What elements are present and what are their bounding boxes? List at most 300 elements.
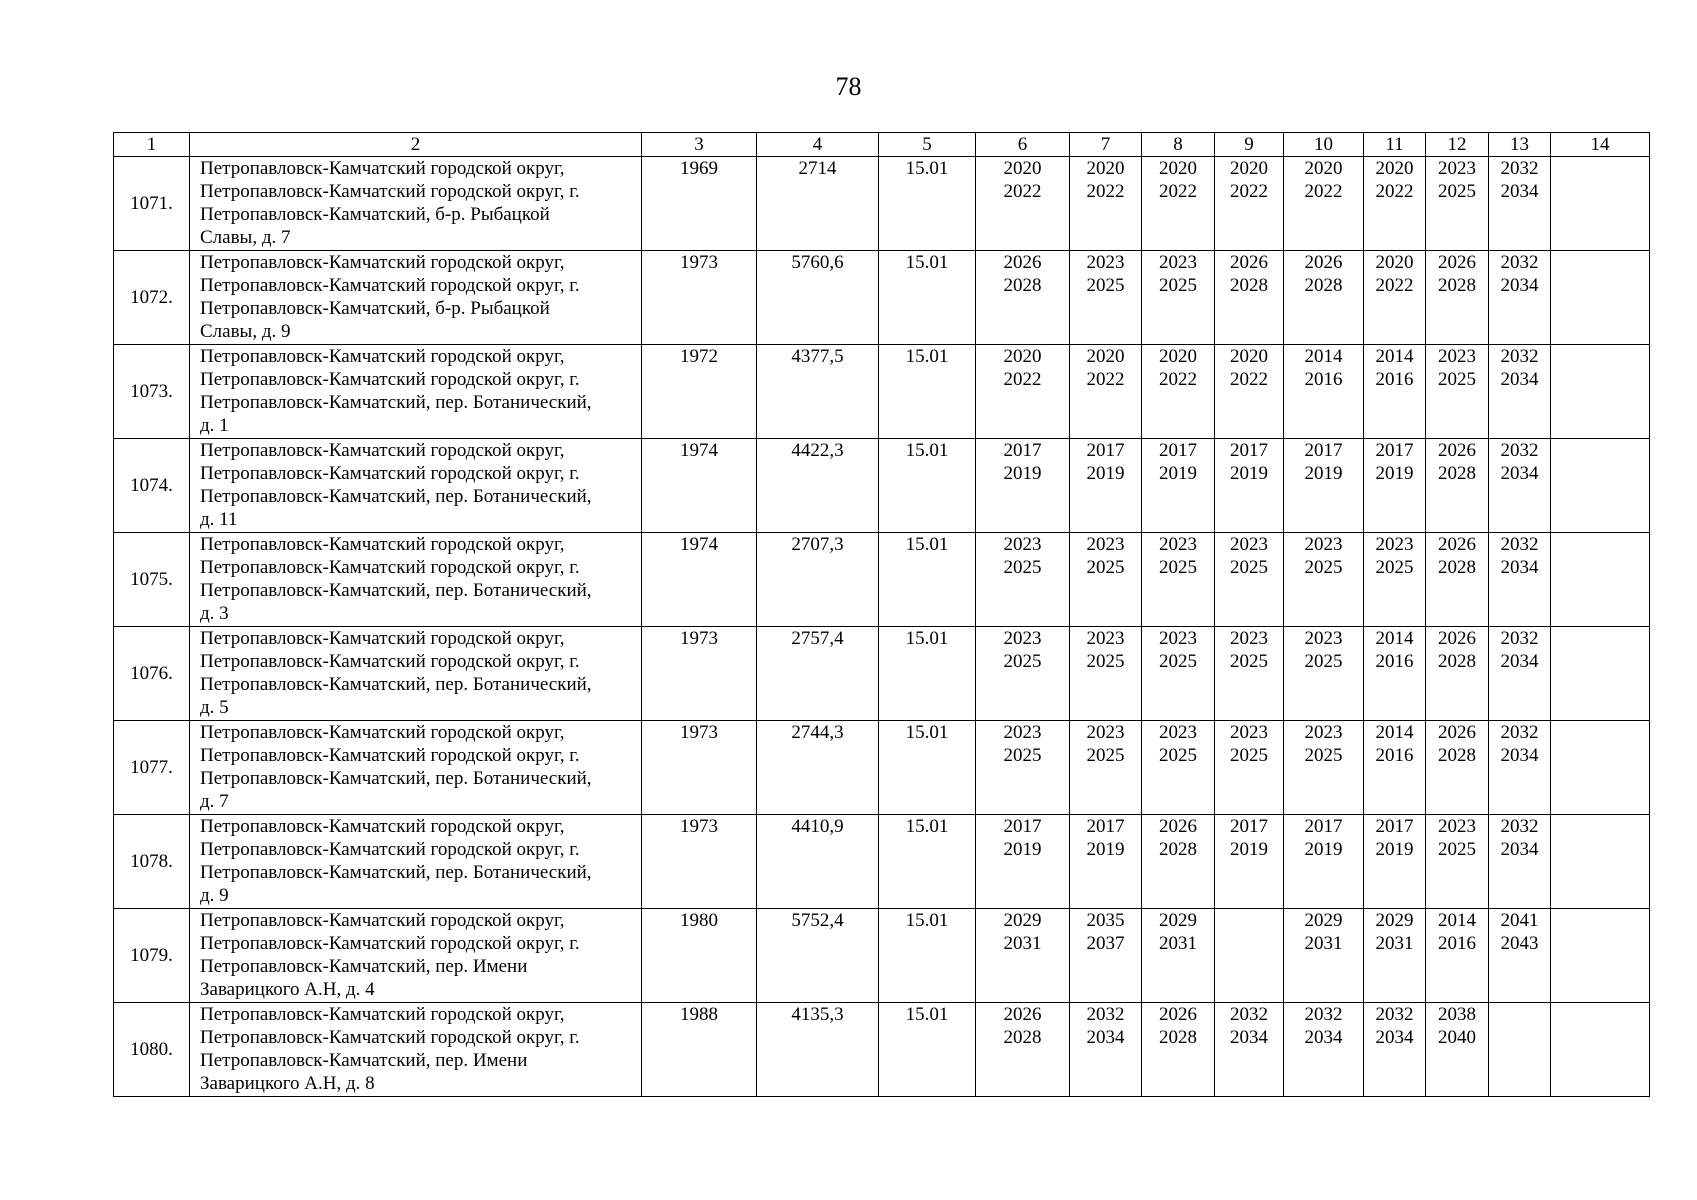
period-end: 2028 — [1438, 463, 1476, 484]
period-start: 2029 — [1159, 910, 1197, 931]
address-line: Петропавловск-Камчатский, пер. Имени — [200, 1050, 528, 1071]
address-line: Петропавловск-Камчатский городской округ, г. — [200, 463, 580, 484]
period-start — [1551, 345, 1649, 368]
address-line: Петропавловск-Камчатский городской округ, — [200, 910, 565, 931]
period-cell — [1142, 721, 1215, 815]
address-line: Петропавловск-Камчатский, пер. Ботанический, — [200, 674, 592, 695]
code-cell: 15.01 — [879, 815, 976, 909]
period-end: 2028 — [1438, 651, 1476, 672]
period-cell — [1489, 721, 1551, 815]
period-end: 2037 — [1086, 933, 1125, 954]
period-start — [1551, 533, 1649, 556]
address-cell — [190, 345, 642, 439]
period-end: 2025 — [1086, 275, 1125, 296]
period-cell — [1551, 533, 1650, 627]
period-end: 2019 — [1304, 463, 1343, 484]
row-number: 1072. — [114, 251, 190, 345]
period-cell — [1215, 345, 1284, 439]
period-start: 2023 — [1438, 158, 1476, 179]
address-line: Петропавловск-Камчатский городской округ, г. — [200, 557, 580, 578]
period-start: 2026 — [1304, 252, 1343, 273]
year-built-cell: 1974 — [642, 533, 757, 627]
header-cell-2: 2 — [190, 133, 642, 157]
period-end: 2028 — [1159, 839, 1197, 860]
period-end: 2016 — [1304, 369, 1343, 390]
period-end: 2022 — [1230, 181, 1268, 202]
address-cell — [190, 251, 642, 345]
code-cell: 15.01 — [879, 157, 976, 251]
period-end: 2016 — [1375, 651, 1414, 672]
row-number: 1071. — [114, 157, 190, 251]
address-line: Петропавловск-Камчатский, пер. Ботанический, — [200, 862, 592, 883]
area-cell: 5760,6 — [757, 251, 879, 345]
code-cell: 15.01 — [879, 721, 976, 815]
period-start: 2023 — [1086, 534, 1125, 555]
year-built-cell: 1969 — [642, 157, 757, 251]
period-cell — [1551, 627, 1650, 721]
period-start: 2026 — [1003, 252, 1042, 273]
period-end: 2028 — [1003, 1027, 1042, 1048]
period-end: 2019 — [1230, 839, 1268, 860]
address-line: Петропавловск-Камчатский городской округ, г. — [200, 839, 580, 860]
period-cell — [1489, 251, 1551, 345]
period-start: 2032 — [1500, 534, 1539, 555]
period-start: 2020 — [1230, 158, 1268, 179]
period-start: 2026 — [1438, 628, 1476, 649]
period-cell — [1142, 909, 1215, 1003]
period-cell — [1284, 627, 1364, 721]
period-end: 2025 — [1086, 651, 1125, 672]
header-cell-14: 14 — [1551, 133, 1650, 157]
period-end: 2025 — [1230, 745, 1268, 766]
period-cell — [1215, 1003, 1284, 1097]
period-start: 2032 — [1086, 1004, 1125, 1025]
period-cell — [1364, 157, 1426, 251]
period-cell — [1070, 157, 1142, 251]
address-cell — [190, 815, 642, 909]
period-start: 2017 — [1304, 440, 1343, 461]
period-start: 2029 — [1375, 910, 1414, 931]
period-cell — [1551, 439, 1650, 533]
period-start: 2026 — [1159, 1004, 1197, 1025]
period-cell — [976, 439, 1070, 533]
period-start: 2023 — [1003, 722, 1042, 743]
header-cell-8: 8 — [1142, 133, 1215, 157]
period-cell — [1070, 909, 1142, 1003]
period-cell — [1426, 157, 1489, 251]
period-end: 2022 — [1003, 181, 1042, 202]
period-start — [1551, 439, 1649, 462]
period-cell — [1426, 1003, 1489, 1097]
period-cell — [1284, 157, 1364, 251]
period-end: 2022 — [1375, 275, 1414, 296]
address-line: Славы, д. 7 — [200, 227, 291, 248]
period-cell — [1215, 815, 1284, 909]
period-cell — [1215, 721, 1284, 815]
period-start: 2032 — [1304, 1004, 1343, 1025]
address-cell — [190, 721, 642, 815]
period-end: 2040 — [1438, 1027, 1476, 1048]
period-start: 2026 — [1159, 816, 1197, 837]
period-cell — [976, 251, 1070, 345]
period-cell — [1284, 439, 1364, 533]
row-number: 1075. — [114, 533, 190, 627]
period-start: 2023 — [1304, 628, 1343, 649]
period-start: 2017 — [1375, 816, 1414, 837]
table-row — [114, 533, 1650, 627]
row-number: 1080. — [114, 1003, 190, 1097]
period-cell — [1070, 627, 1142, 721]
header-cell-13: 13 — [1489, 133, 1551, 157]
address-line: д. 11 — [200, 509, 238, 530]
period-end: 2022 — [1375, 181, 1414, 202]
table-row — [114, 815, 1650, 909]
register-table-body — [114, 133, 1650, 1097]
period-end: 2019 — [1086, 463, 1125, 484]
area-cell: 4135,3 — [757, 1003, 879, 1097]
period-start: 2032 — [1500, 440, 1539, 461]
address-cell — [190, 909, 642, 1003]
address-line: Петропавловск-Камчатский городской округ, — [200, 816, 565, 837]
period-cell — [1215, 251, 1284, 345]
address-line: Петропавловск-Камчатский, пер. Ботанический, — [200, 486, 592, 507]
period-end: 2019 — [1159, 463, 1197, 484]
address-cell — [190, 157, 642, 251]
address-cell — [190, 627, 642, 721]
period-end: 2028 — [1159, 1027, 1197, 1048]
row-number: 1079. — [114, 909, 190, 1003]
period-cell — [1551, 721, 1650, 815]
code-cell: 15.01 — [879, 251, 976, 345]
period-cell — [1070, 439, 1142, 533]
code-cell: 15.01 — [879, 627, 976, 721]
period-start: 2017 — [1003, 816, 1042, 837]
address-line: Петропавловск-Камчатский, б-р. Рыбацкой — [200, 204, 550, 225]
period-start: 2023 — [1438, 346, 1476, 367]
code-cell: 15.01 — [879, 909, 976, 1003]
period-cell — [1142, 157, 1215, 251]
period-end: 2022 — [1003, 369, 1042, 390]
address-line: Петропавловск-Камчатский городской округ, — [200, 534, 565, 555]
period-end: 2022 — [1159, 369, 1197, 390]
period-end: 2034 — [1500, 651, 1539, 672]
area-cell: 4422,3 — [757, 439, 879, 533]
period-cell — [1070, 721, 1142, 815]
period-end: 2025 — [1159, 651, 1197, 672]
address-cell — [190, 533, 642, 627]
period-end: 2034 — [1500, 369, 1539, 390]
period-cell — [976, 157, 1070, 251]
period-end: 2043 — [1500, 933, 1539, 954]
address-line: д. 5 — [200, 697, 229, 718]
period-end: 2025 — [1304, 745, 1343, 766]
period-end: 2025 — [1086, 745, 1125, 766]
area-cell: 4410,9 — [757, 815, 879, 909]
address-line: Петропавловск-Камчатский городской округ, г. — [200, 933, 580, 954]
period-end: 2025 — [1375, 557, 1414, 578]
period-cell — [1489, 439, 1551, 533]
address-line: Петропавловск-Камчатский городской округ, — [200, 158, 565, 179]
period-start: 2017 — [1003, 440, 1042, 461]
period-start: 2017 — [1086, 440, 1125, 461]
period-cell — [1364, 721, 1426, 815]
period-start: 2032 — [1375, 1004, 1414, 1025]
period-cell — [1489, 345, 1551, 439]
period-cell — [1142, 251, 1215, 345]
period-end: 2034 — [1375, 1027, 1414, 1048]
period-end: 2022 — [1086, 369, 1125, 390]
period-start: 2023 — [1086, 628, 1125, 649]
period-cell — [1142, 1003, 1215, 1097]
period-end: 2022 — [1230, 369, 1268, 390]
period-start — [1215, 909, 1283, 932]
period-end — [1551, 838, 1649, 861]
period-start: 2023 — [1375, 534, 1414, 555]
period-start: 2026 — [1438, 722, 1476, 743]
period-start — [1551, 909, 1649, 932]
row-number: 1074. — [114, 439, 190, 533]
period-cell — [1070, 533, 1142, 627]
period-cell — [1364, 439, 1426, 533]
header-cell-10: 10 — [1284, 133, 1364, 157]
period-cell — [1364, 627, 1426, 721]
header-cell-6: 6 — [976, 133, 1070, 157]
period-start: 2023 — [1230, 722, 1268, 743]
period-end: 2025 — [1003, 745, 1042, 766]
period-end: 2028 — [1438, 275, 1476, 296]
period-end: 2025 — [1304, 651, 1343, 672]
period-start — [1551, 157, 1649, 180]
year-built-cell: 1973 — [642, 251, 757, 345]
period-cell — [1142, 439, 1215, 533]
row-number: 1076. — [114, 627, 190, 721]
address-cell — [190, 1003, 642, 1097]
period-start: 2032 — [1500, 816, 1539, 837]
period-end: 2025 — [1438, 181, 1476, 202]
period-cell — [1489, 157, 1551, 251]
period-cell — [1489, 533, 1551, 627]
year-built-cell: 1988 — [642, 1003, 757, 1097]
period-start — [1551, 815, 1649, 838]
header-cell-5: 5 — [879, 133, 976, 157]
page-number: 78 — [835, 72, 862, 101]
period-end: 2034 — [1500, 463, 1539, 484]
period-end — [1551, 744, 1649, 767]
period-cell — [1551, 251, 1650, 345]
period-cell — [1489, 815, 1551, 909]
table-row — [114, 345, 1650, 439]
period-end: 2031 — [1159, 933, 1197, 954]
address-line: Петропавловск-Камчатский городской округ, — [200, 628, 565, 649]
period-end: 2028 — [1003, 275, 1042, 296]
period-end: 2034 — [1086, 1027, 1125, 1048]
header-cell-3: 3 — [642, 133, 757, 157]
period-cell — [1215, 157, 1284, 251]
period-end — [1551, 274, 1649, 297]
period-end: 2025 — [1159, 275, 1197, 296]
period-cell — [1426, 439, 1489, 533]
period-cell — [976, 1003, 1070, 1097]
period-end: 2034 — [1230, 1027, 1268, 1048]
period-start: 2020 — [1159, 158, 1197, 179]
period-cell — [1364, 251, 1426, 345]
register-table — [113, 132, 1650, 1097]
period-cell — [1142, 533, 1215, 627]
period-cell — [1070, 1003, 1142, 1097]
header-cell-4: 4 — [757, 133, 879, 157]
period-start: 2032 — [1500, 252, 1539, 273]
period-cell — [976, 345, 1070, 439]
table-row — [114, 721, 1650, 815]
period-cell — [1426, 251, 1489, 345]
period-cell — [1489, 1003, 1551, 1097]
period-start: 2023 — [1086, 722, 1125, 743]
period-end: 2016 — [1375, 369, 1414, 390]
period-end: 2028 — [1304, 275, 1343, 296]
address-line: Заварицкого А.Н, д. 4 — [200, 979, 375, 1000]
period-end: 2019 — [1304, 839, 1343, 860]
period-start: 2023 — [1230, 534, 1268, 555]
table-row — [114, 157, 1650, 251]
period-start: 2029 — [1003, 910, 1042, 931]
period-end: 2022 — [1086, 181, 1125, 202]
address-line: Петропавловск-Камчатский, пер. Ботанический, — [200, 768, 592, 789]
address-line: д. 7 — [200, 791, 229, 812]
address-line: д. 3 — [200, 603, 229, 624]
period-start: 2020 — [1086, 158, 1125, 179]
period-end — [1551, 1026, 1649, 1049]
row-number: 1073. — [114, 345, 190, 439]
period-end — [1551, 650, 1649, 673]
period-end: 2025 — [1086, 557, 1125, 578]
area-cell: 2714 — [757, 157, 879, 251]
period-start: 2035 — [1086, 910, 1125, 931]
period-start: 2020 — [1159, 346, 1197, 367]
period-end: 2031 — [1304, 933, 1343, 954]
period-cell — [1215, 627, 1284, 721]
period-start: 2026 — [1230, 252, 1268, 273]
period-start: 2023 — [1159, 628, 1197, 649]
period-end: 2025 — [1159, 745, 1197, 766]
period-cell — [1364, 815, 1426, 909]
period-cell — [1426, 533, 1489, 627]
address-line: Петропавловск-Камчатский городской округ, г. — [200, 181, 580, 202]
code-cell: 15.01 — [879, 1003, 976, 1097]
period-end: 2022 — [1159, 181, 1197, 202]
address-line: Петропавловск-Камчатский, пер. Ботанический, — [200, 392, 592, 413]
period-start: 2020 — [1375, 252, 1414, 273]
table-row — [114, 909, 1650, 1003]
period-end — [1551, 932, 1649, 955]
year-built-cell: 1973 — [642, 721, 757, 815]
table-row — [114, 627, 1650, 721]
address-line: Петропавловск-Камчатский городской округ, — [200, 440, 565, 461]
address-line: Петропавловск-Камчатский городской округ, г. — [200, 369, 580, 390]
code-cell: 15.01 — [879, 533, 976, 627]
period-cell — [1070, 815, 1142, 909]
period-start: 2023 — [1304, 534, 1343, 555]
period-start: 2023 — [1159, 722, 1197, 743]
period-cell — [1426, 909, 1489, 1003]
period-start: 2023 — [1003, 628, 1042, 649]
area-cell: 4377,5 — [757, 345, 879, 439]
table-row — [114, 439, 1650, 533]
period-end — [1551, 180, 1649, 203]
period-end — [1551, 462, 1649, 485]
period-start: 2032 — [1500, 722, 1539, 743]
row-number: 1078. — [114, 815, 190, 909]
address-line: Петропавловск-Камчатский городской округ, г. — [200, 745, 580, 766]
address-line: Петропавловск-Камчатский городской округ, — [200, 346, 565, 367]
period-start: 2032 — [1500, 158, 1539, 179]
period-start: 2017 — [1230, 440, 1268, 461]
period-start: 2020 — [1230, 346, 1268, 367]
period-start: 2020 — [1375, 158, 1414, 179]
period-end: 2025 — [1438, 369, 1476, 390]
period-cell — [1364, 345, 1426, 439]
address-line: Петропавловск-Камчатский городской округ, — [200, 252, 565, 273]
area-cell: 2744,3 — [757, 721, 879, 815]
period-cell — [1070, 251, 1142, 345]
period-start: 2041 — [1500, 910, 1539, 931]
period-cell — [1551, 1003, 1650, 1097]
period-cell — [1426, 815, 1489, 909]
period-start — [1489, 1003, 1550, 1026]
period-start: 2026 — [1438, 440, 1476, 461]
period-start: 2038 — [1438, 1004, 1476, 1025]
period-start: 2014 — [1375, 628, 1414, 649]
year-built-cell: 1973 — [642, 815, 757, 909]
period-end: 2016 — [1438, 933, 1476, 954]
period-end: 2034 — [1500, 275, 1539, 296]
period-cell — [1364, 1003, 1426, 1097]
period-end: 2025 — [1230, 651, 1268, 672]
period-end — [1551, 556, 1649, 579]
period-end: 2025 — [1159, 557, 1197, 578]
period-cell — [1551, 345, 1650, 439]
address-cell — [190, 439, 642, 533]
period-cell — [1551, 157, 1650, 251]
period-cell — [976, 909, 1070, 1003]
period-start: 2026 — [1438, 534, 1476, 555]
period-start: 2014 — [1375, 722, 1414, 743]
address-line: Петропавловск-Камчатский городской округ, — [200, 722, 565, 743]
table-row — [114, 251, 1650, 345]
period-end: 2025 — [1230, 557, 1268, 578]
period-start — [1551, 251, 1649, 274]
period-cell — [1426, 721, 1489, 815]
period-cell — [1284, 1003, 1364, 1097]
address-line: Славы, д. 9 — [200, 321, 291, 342]
period-cell — [1215, 909, 1284, 1003]
period-start: 2017 — [1375, 440, 1414, 461]
address-line: Петропавловск-Камчатский городской округ, г. — [200, 651, 580, 672]
period-end: 2034 — [1500, 557, 1539, 578]
period-end: 2022 — [1304, 181, 1343, 202]
header-cell-7: 7 — [1070, 133, 1142, 157]
period-cell — [1489, 627, 1551, 721]
period-start: 2023 — [1003, 534, 1042, 555]
period-end: 2028 — [1230, 275, 1268, 296]
period-start: 2026 — [1003, 1004, 1042, 1025]
period-start: 2017 — [1086, 816, 1125, 837]
period-end: 2019 — [1003, 463, 1042, 484]
period-start: 2020 — [1086, 346, 1125, 367]
period-end: 2028 — [1438, 745, 1476, 766]
address-line: Петропавловск-Камчатский, пер. Имени — [200, 956, 528, 977]
period-start: 2014 — [1304, 346, 1343, 367]
period-cell — [1551, 815, 1650, 909]
